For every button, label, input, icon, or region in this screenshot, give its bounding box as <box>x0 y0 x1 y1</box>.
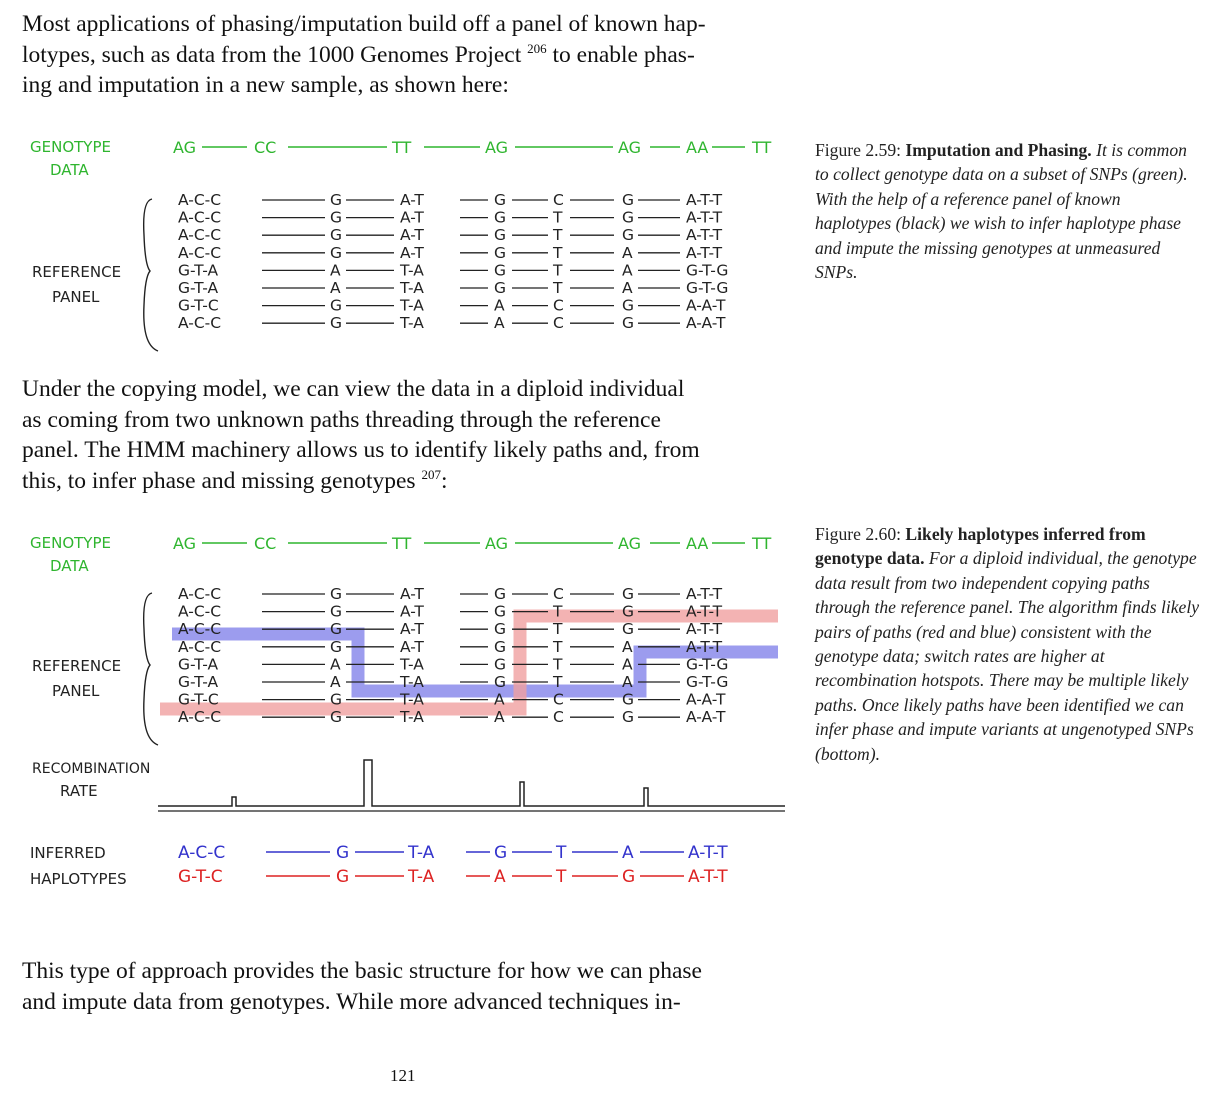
panel-allele: A-C-C <box>178 708 222 727</box>
panel-allele: T <box>553 261 563 280</box>
panel-allele: G <box>330 191 343 209</box>
panel-allele: A-C-C <box>178 620 222 639</box>
paragraph-3-line-2: and impute data from genotypes. While more advanced techniques in- <box>22 988 681 1015</box>
panel-allele: T-A <box>400 279 424 297</box>
panel-allele: A <box>330 655 341 674</box>
genotype-call: TT <box>752 138 772 157</box>
panel-allele: G <box>622 708 635 727</box>
genotype-label: GENOTYPE <box>30 138 111 156</box>
paragraph-1-line-1: Most applications of phasing/imputation build off a panel of known hap- <box>22 11 706 37</box>
genotype-call: AG <box>618 138 642 157</box>
panel-allele: A-T-T <box>686 637 723 656</box>
panel-allele: G <box>330 243 343 262</box>
paragraph-2-line-4: this, to infer phase and missing genotypes $^{207}$: <box>22 466 448 494</box>
panel-allele: G <box>622 314 635 333</box>
inferred-label: INFERRED <box>30 844 106 862</box>
panel-allele: G <box>494 637 507 656</box>
panel-allele: G-T-C <box>178 296 219 315</box>
inferred-red-allele: G <box>336 867 350 887</box>
caption-title: Imputation and Phasing. <box>905 140 1092 160</box>
panel-allele: G-T-A <box>178 655 219 674</box>
panel-allele: A-T-T <box>686 602 723 621</box>
inferred-red-allele: A <box>494 867 506 887</box>
panel-allele: A <box>330 279 341 297</box>
panel-allele: G <box>330 602 343 621</box>
caption-body: It is common to collect genotype data on a subset of SNPs (green). With the help of a reference panel of known haplotypes (black) we wish to infer haplotype phase and impute the missing genotypes at unmeasured SNPs. <box>815 140 1188 283</box>
panel-allele: T-A <box>400 690 424 709</box>
inferred-red-allele: G <box>622 867 636 887</box>
panel-allele: A-C-C <box>178 226 222 245</box>
panel-allele: T-A <box>400 655 424 674</box>
panel-allele: G-T-G <box>686 279 729 297</box>
citation-207[interactable]: 207 <box>421 466 441 482</box>
caption-label: Figure 2.60: <box>815 524 906 544</box>
panel-allele: G <box>330 620 343 639</box>
inferred-blue-allele: G <box>336 843 350 863</box>
inferred-red-allele: T-A <box>408 867 435 887</box>
panel-allele: A-T-T <box>686 585 723 603</box>
genotype-call: AG <box>173 534 197 553</box>
panel-allele: A-C-C <box>178 314 222 333</box>
panel-allele: A-C-C <box>178 637 222 656</box>
panel-allele: C <box>553 296 564 315</box>
panel-allele: A <box>622 673 633 691</box>
inferred-blue-allele: A-C-C <box>178 843 226 863</box>
caption-body: For a diploid individual, the genotype data result from two independent copying paths through the reference panel. The algorithm finds likely pairs of paths (red and blue) consistent with the genotype data; switch rates are higher at recombination hotspots. There may be multiple likely paths. Once likely paths have been identified we can infer phase and impute variants at ungenotyped SNPs (bottom). <box>815 548 1200 764</box>
panel-allele: G <box>622 585 635 603</box>
inferred-blue-allele: A <box>622 843 634 863</box>
panel-allele: G-T-A <box>178 673 219 691</box>
panel-allele: G <box>494 602 507 621</box>
inferred-red-allele: G-T-C <box>178 867 223 887</box>
inferred-blue-allele: G <box>494 843 508 863</box>
panel-allele: G <box>494 655 507 674</box>
panel-allele: G <box>622 296 635 315</box>
panel-allele: G <box>494 673 507 691</box>
panel-allele: G <box>330 585 343 603</box>
panel-allele: G <box>494 620 507 639</box>
inferred-red-allele: A-T-T <box>688 867 728 887</box>
panel-allele: G <box>622 602 635 621</box>
panel-allele: T <box>553 279 563 297</box>
panel-allele: A <box>622 243 633 262</box>
panel-allele: T-A <box>400 314 424 333</box>
panel-allele: G-T-A <box>178 279 219 297</box>
panel-allele: A-T-T <box>686 191 723 209</box>
panel-allele: A-C-C <box>178 191 222 209</box>
paragraph-1-line-3: ing and imputation in a new sample, as shown here: <box>22 72 509 98</box>
genotype-call: AG <box>485 138 509 157</box>
panel-allele: T-A <box>400 261 424 280</box>
panel-allele: T-A <box>400 296 424 315</box>
panel-allele: A-A-T <box>686 708 726 727</box>
inferred-blue-allele: A-T-T <box>688 843 728 863</box>
panel-allele: A-T <box>400 620 424 639</box>
panel-allele: A-T <box>400 243 424 262</box>
panel-allele: C <box>553 585 564 603</box>
panel-allele: G <box>494 585 507 603</box>
inferred-red-allele: T <box>556 867 567 887</box>
recombination-rate-line <box>158 760 785 806</box>
panel-allele: G <box>622 620 635 639</box>
panel-allele: G <box>622 191 635 209</box>
paragraph-3 <box>22 956 787 1017</box>
figure-2-59-caption <box>815 138 1200 284</box>
panel-allele: C <box>553 690 564 709</box>
genotype-call: CC <box>254 534 277 553</box>
panel-allele: A-T-T <box>686 208 723 227</box>
paragraph-1-line-2: lotypes, such as data from the 1000 Genomes Project $^{206}$ to enable phas- <box>22 40 695 68</box>
reference-label: PANEL <box>52 682 100 700</box>
genotype-call: AG <box>485 534 509 553</box>
panel-allele: A-A-T <box>686 690 726 709</box>
panel-allele: A <box>330 673 341 691</box>
panel-allele: G <box>330 208 343 227</box>
paragraph-2-line-1: Under the copying model, we can view the data in a diploid individual <box>22 376 685 402</box>
panel-allele: A-T <box>400 602 424 621</box>
panel-allele: A-T <box>400 208 424 227</box>
figure-2-60-caption <box>815 522 1200 766</box>
panel-allele: G <box>330 690 343 709</box>
panel-allele: A-T-T <box>686 243 723 262</box>
panel-allele: A <box>622 655 633 674</box>
panel-allele: A <box>494 708 505 727</box>
panel-allele: T <box>553 655 563 674</box>
caption-title: Likely haplotypes inferred from genotype data. <box>815 524 1146 569</box>
genotype-label: DATA <box>50 557 89 575</box>
panel-allele: T <box>553 243 563 262</box>
genotype-call: AA <box>686 138 709 157</box>
panel-allele: A-A-T <box>686 296 726 315</box>
panel-allele: G <box>494 243 507 262</box>
panel-allele: T-A <box>400 708 424 727</box>
panel-allele: A <box>622 279 633 297</box>
panel-allele: G <box>622 208 635 227</box>
paragraph-2-line-3: panel. The HMM machinery allows us to identify likely paths and, from <box>22 437 700 463</box>
panel-allele: G-T-G <box>686 261 729 280</box>
panel-allele: G <box>494 279 507 297</box>
panel-allele: C <box>553 708 564 727</box>
reference-label: REFERENCE <box>32 657 122 675</box>
panel-allele: G <box>622 690 635 709</box>
panel-allele: G <box>330 226 343 245</box>
panel-allele: G <box>330 708 343 727</box>
genotype-label: DATA <box>50 161 89 179</box>
panel-allele: T <box>553 620 563 639</box>
panel-allele: G <box>494 261 507 280</box>
genotype-call: TT <box>752 534 772 553</box>
genotype-call: AG <box>618 534 642 553</box>
genotype-call: TT <box>392 138 412 157</box>
panel-allele: A-T <box>400 226 424 245</box>
panel-allele: T-A <box>400 673 424 691</box>
genotype-label: GENOTYPE <box>30 534 111 552</box>
citation-206[interactable]: 206 <box>527 40 547 56</box>
panel-allele: T <box>553 673 563 691</box>
panel-allele: A <box>330 261 341 280</box>
panel-allele: A <box>622 637 633 656</box>
panel-allele: A-T-T <box>686 620 723 639</box>
panel-allele: G <box>494 226 507 245</box>
panel-allele: C <box>553 314 564 333</box>
panel-allele: A-T <box>400 191 424 209</box>
caption-label: Figure 2.59: <box>815 140 906 160</box>
panel-allele: G <box>494 208 507 227</box>
panel-allele: A-T <box>400 637 424 656</box>
panel-allele: A-C-C <box>178 602 222 621</box>
panel-allele: G-T-A <box>178 261 219 280</box>
panel-allele: T <box>553 226 563 245</box>
reference-label: PANEL <box>52 288 100 306</box>
panel-allele: G <box>330 314 343 333</box>
panel-allele: A-C-C <box>178 585 222 603</box>
panel-allele: T <box>553 602 563 621</box>
inferred-blue-allele: T-A <box>408 843 435 863</box>
genotype-call: CC <box>254 138 277 157</box>
paragraph-3-line-1: This type of approach provides the basic structure for how we can phase <box>22 958 702 984</box>
panel-allele: G <box>330 296 343 315</box>
reference-label: REFERENCE <box>32 263 122 281</box>
recombination-label: RATE <box>60 782 98 800</box>
panel-allele: G-T-G <box>686 673 729 691</box>
panel-allele: G-T-C <box>178 690 219 709</box>
panel-allele: A-C-C <box>178 208 222 227</box>
panel-allele: C <box>553 191 564 209</box>
panel-allele: A <box>622 261 633 280</box>
paragraph-2-line-2: as coming from two unknown paths threading through the reference <box>22 406 661 433</box>
panel-allele: G <box>494 191 507 209</box>
panel-allele: T <box>553 208 563 227</box>
genotype-call: AG <box>173 138 197 157</box>
panel-allele: G <box>622 226 635 245</box>
inferred-blue-allele: T <box>556 843 567 863</box>
panel-allele: G-T-G <box>686 655 729 674</box>
panel-allele: G <box>330 637 343 656</box>
panel-allele: A <box>494 690 505 709</box>
panel-allele: A-C-C <box>178 243 222 262</box>
panel-allele: T <box>553 637 563 656</box>
panel-allele: A-T-T <box>686 226 723 245</box>
page-number: 121 <box>390 1066 416 1085</box>
panel-allele: A <box>494 314 505 333</box>
panel-brace <box>144 593 158 745</box>
recombination-label: RECOMBINATION <box>32 761 151 777</box>
panel-allele: A <box>494 296 505 315</box>
panel-allele: A-T <box>400 585 424 603</box>
genotype-call: AA <box>686 534 709 553</box>
panel-allele: A-A-T <box>686 314 726 333</box>
genotype-call: TT <box>392 534 412 553</box>
inferred-label: HAPLOTYPES <box>30 870 127 888</box>
